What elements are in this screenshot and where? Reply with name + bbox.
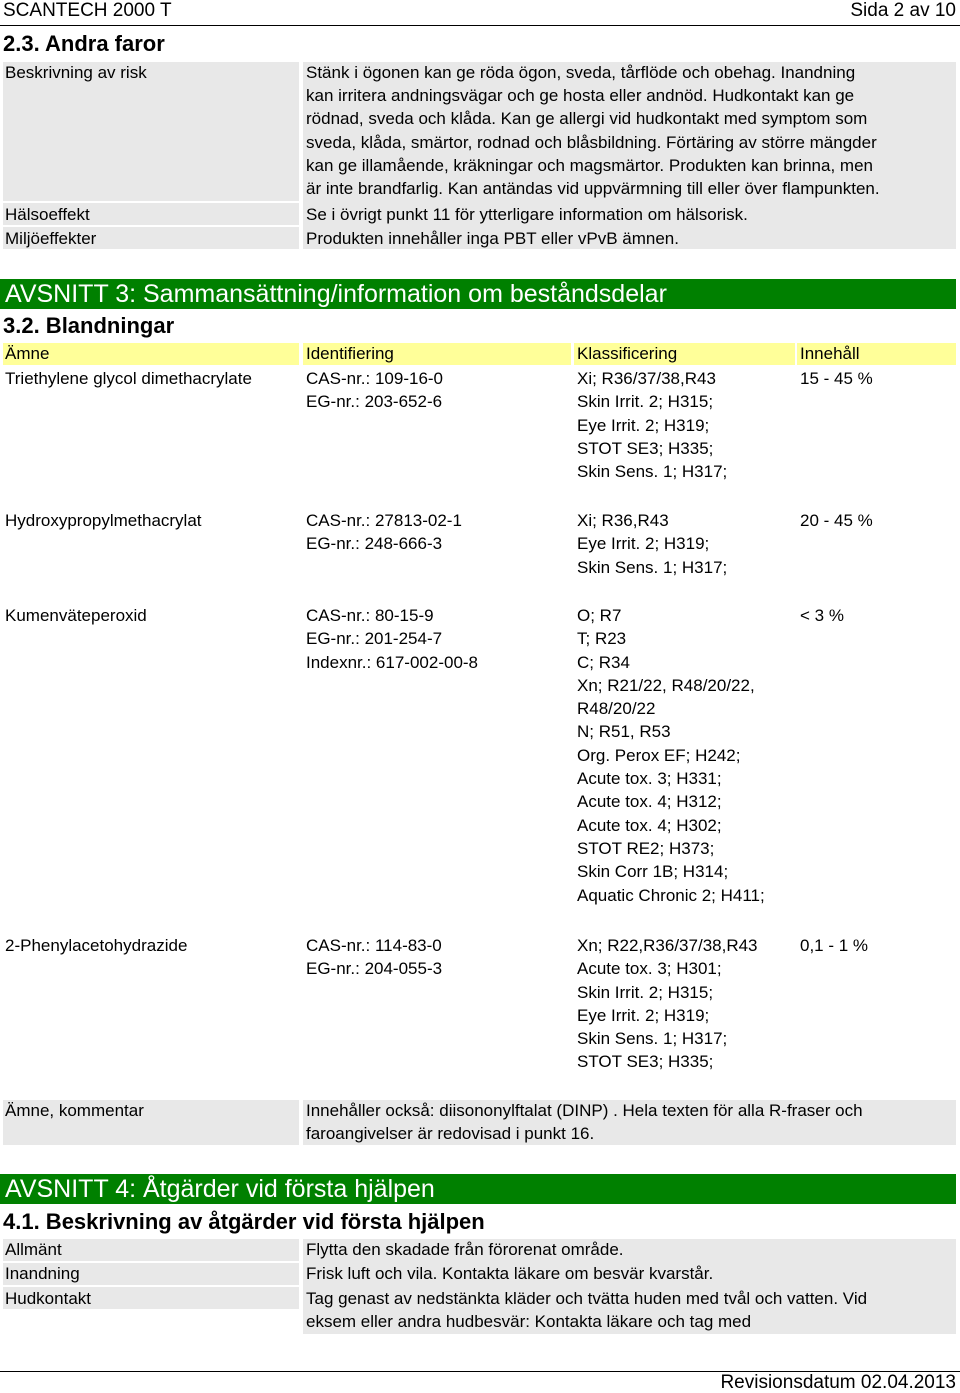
- substance-classification: Xi; R36/37/38,R43 Skin Irrit. 2; H315; Eye Irrit. 2; H319; STOT SE3; H335; Skin Sens. 1; H317;: [577, 369, 728, 482]
- first-aid-skin-text: Tag genast av nedstänkta kläder och tvätta huden med tvål och vatten. Vid eksem eller andra hudbesvär: Kontakta läkare och tag med: [306, 1289, 868, 1332]
- environment-effect-text: Produkten innehåller inga PBT eller vPvB ämnen.: [306, 229, 679, 248]
- risk-description-label: Beskrivning av risk: [5, 63, 147, 82]
- first-aid-inhalation-label: Inandning: [5, 1264, 80, 1283]
- first-aid-general-text: Flytta den skadade från förorenat område.: [306, 1240, 624, 1259]
- first-aid-general-label: Allmänt: [5, 1240, 62, 1259]
- first-aid-skin-label: Hudkontakt: [5, 1289, 91, 1308]
- page-number: Sida 2 av 10: [850, 0, 956, 21]
- column-header-content: Innehåll: [800, 344, 860, 363]
- substance-content: 15 - 45 %: [800, 369, 873, 388]
- substance-identification: CAS-nr.: 27813-02-1 EG-nr.: 248-666-3: [306, 511, 462, 554]
- substance-content: 20 - 45 %: [800, 511, 873, 530]
- risk-line: rödnad, sveda och klåda. Kan ge allergi vid hudkontakt med symptom som: [306, 109, 868, 128]
- substance-content: 0,1 - 1 %: [800, 936, 869, 955]
- substance-name: Kumenväteperoxid: [5, 606, 147, 625]
- column-header-classification: Klassificering: [577, 344, 678, 363]
- substance-classification: Xi; R36,R43 Eye Irrit. 2; H319; Skin Sens. 1; H317;: [577, 511, 728, 577]
- substance-name: Triethylene glycol dimethacrylate: [5, 369, 252, 388]
- column-header-substance: Ämne: [5, 344, 50, 363]
- health-effect-text: Se i övrigt punkt 11 för ytterligare information om hälsorisk.: [306, 205, 748, 224]
- risk-line: kan irritera andningsvägar och ge hosta eller andnöd. Hudkontakt kan ge: [306, 86, 855, 105]
- environment-effect-label: Miljöeffekter: [5, 229, 97, 248]
- company-name: SCANTECH 2000 T: [3, 0, 172, 21]
- substance-identification: CAS-nr.: 114-83-0 EG-nr.: 204-055-3: [306, 936, 443, 979]
- substance-identification: CAS-nr.: 80-15-9 EG-nr.: 201-254-7 Indexnr.: 617-002-00-8: [306, 606, 479, 672]
- substance-classification: Xn; R22,R36/37/38,R43 Acute tox. 3; H301; Skin Irrit. 2; H315; Eye Irrit. 2; H319; Skin Sens. 1; H317; STOT SE3; H335;: [577, 936, 758, 1072]
- section-3-title: AVSNITT 3: Sammansättning/information om beståndsdelar: [0, 279, 956, 309]
- substance-comment-label: Ämne, kommentar: [5, 1101, 144, 1120]
- section-2-3-heading: 2.3. Andra faror: [3, 31, 165, 56]
- page-header: [0, 0, 960, 26]
- section-3-2-heading: 3.2. Blandningar: [3, 313, 175, 338]
- substance-comment-text: Innehåller också: diisononylftalat (DINP) . Hela texten för alla R-fraser och faroangivelser är redovisad i punkt 16.: [306, 1101, 863, 1144]
- revision-date: Revisionsdatum 02.04.2013: [720, 1372, 956, 1393]
- risk-line: är inte brandfarlig. Kan antändas vid uppvärmning till eller över flampunkten.: [306, 179, 880, 198]
- substance-name: 2-Phenylacetohydrazide: [5, 936, 188, 955]
- substance-classification: O; R7 T; R23 C; R34 Xn; R21/22, R48/20/22, R48/20/22 N; R51, R53 Org. Perox EF; H242; Acute tox. 3; H331; Acute tox. 4; H312; Acute tox. 4; H302; STOT RE2; H373; Skin Corr 1B; H314; Aquatic Chronic 2; H411;: [577, 606, 765, 905]
- substance-name: Hydroxypropylmethacrylat: [5, 511, 202, 530]
- substance-content: < 3 %: [800, 606, 844, 625]
- risk-line: kan ge illamående, kräkningar och magsmärtor. Produkten kan brinna, men: [306, 156, 873, 175]
- first-aid-inhalation-text: Frisk luft och vila. Kontakta läkare om besvär kvarstår.: [306, 1264, 714, 1283]
- risk-line: Stänk i ögonen kan ge röda ögon, sveda, tårflöde och obehag. Inandning: [306, 63, 856, 82]
- substance-identification: CAS-nr.: 109-16-0 EG-nr.: 203-652-6: [306, 369, 444, 412]
- health-effect-label: Hälsoeffekt: [5, 205, 90, 224]
- section-4-1-heading: 4.1. Beskrivning av åtgärder vid första hjälpen: [3, 1209, 485, 1234]
- section-4-title: AVSNITT 4: Åtgärder vid första hjälpen: [0, 1174, 956, 1204]
- column-header-identification: Identifiering: [306, 344, 394, 363]
- risk-line: sveda, klåda, smärtor, rodnad och blåsbildning. Förtäring av större mängder: [306, 133, 877, 152]
